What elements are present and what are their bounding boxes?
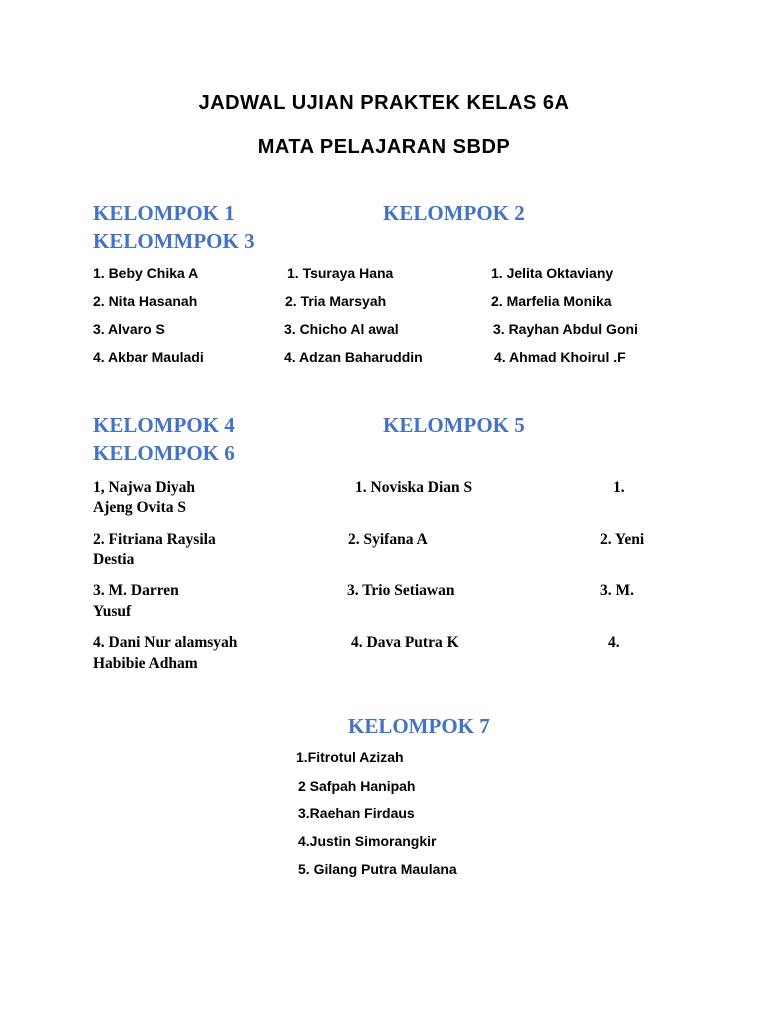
group-7-heading: KELOMPOK 7 [348,714,490,738]
group-6-member-continued: Habibie Adham [93,655,198,672]
group-2-heading: KELOMPOK 2 [383,201,525,225]
group-3-member: 2. Marfelia Monika [491,293,612,309]
group-2-member: 3. Chicho Al awal [284,321,399,337]
group-1-heading: KELOMPOK 1 [93,201,235,225]
group-5-member: 4. Dava Putra K [351,634,459,651]
group-3-heading: KELOMMPOK 3 [93,229,255,253]
group-6-member: 2. Yeni [600,531,645,548]
group-5-heading: KELOMPOK 5 [383,413,525,437]
group-4-member: 1, Najwa Diyah [93,479,196,496]
group-5-member: 2. Syifana A [348,531,428,548]
group-6-member: 3. M. [600,582,635,599]
group-4-heading: KELOMPOK 4 [93,413,235,437]
group-4-member: 4. Dani Nur alamsyah [93,634,238,651]
group-3-member: 1. Jelita Oktaviany [491,265,614,281]
group-2-member: 2. Tria Marsyah [285,293,387,309]
group-6-member-continued: Destia [93,551,135,568]
group-6-heading: KELOMPOK 6 [93,441,235,465]
group-3-member: 3. Rayhan Abdul Goni [493,321,638,337]
group-1-member: 2. Nita Hasanah [93,293,198,309]
group-7-member: 1.Fitrotul Azizah [296,749,404,765]
group-2-member: 1. Tsuraya Hana [287,265,394,281]
page-subtitle: MATA PELAJARAN SBDP [257,136,511,158]
group-7-member: 2 Safpah Hanipah [298,778,416,794]
group-2-member: 4. Adzan Baharuddin [284,349,423,365]
group-6-member: 4. [608,634,620,651]
group-7-member: 5. Gilang Putra Maulana [298,861,457,877]
group-1-member: 4. Akbar Mauladi [93,349,204,365]
group-6-member-continued: Ajeng Ovita S [93,499,186,516]
group-6-member-continued: Yusuf [93,603,132,620]
page-title: JADWAL UJIAN PRAKTEK KELAS 6A [198,92,570,114]
group-1-member: 3. Alvaro S [93,321,165,337]
group-4-member: 2. Fitriana Raysila [93,531,216,548]
group-5-member: 3. Trio Setiawan [347,582,455,599]
group-7-member: 4.Justin Simorangkir [298,833,437,849]
group-7-member: 3.Raehan Firdaus [298,805,415,821]
group-6-member: 1. [613,479,625,496]
group-4-member: 3. M. Darren [93,582,179,599]
group-5-member: 1. Noviska Dian S [355,479,473,496]
group-3-member: 4. Ahmad Khoirul .F [494,349,626,365]
group-1-member: 1. Beby Chika A [93,265,199,281]
